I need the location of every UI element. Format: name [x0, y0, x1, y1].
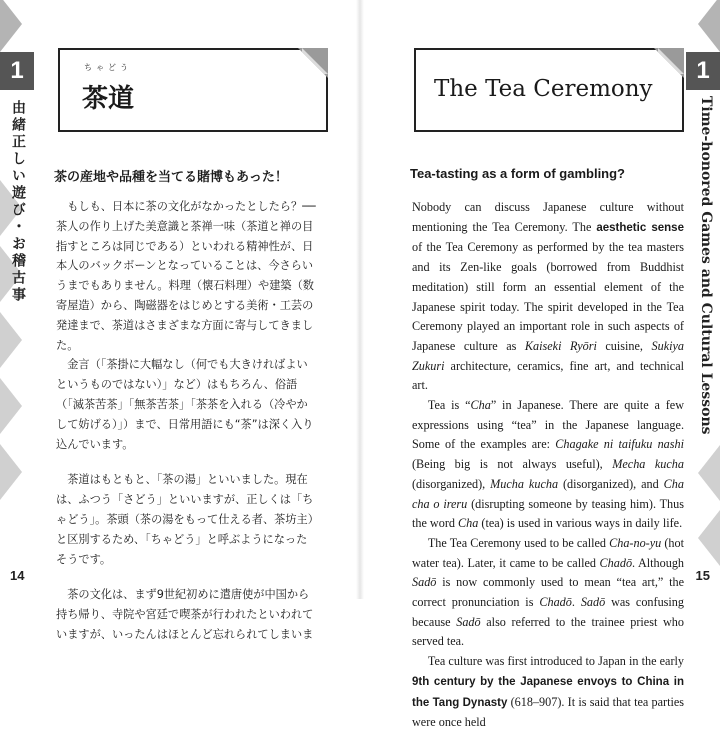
left-side-tabs: [0, 0, 34, 599]
side-tab-triangle: [698, 0, 720, 52]
heading-ruby: ちゃどう: [84, 63, 132, 72]
page-number: 15: [695, 568, 710, 583]
side-tab-triangle: [0, 444, 22, 500]
heading-box: [58, 48, 328, 132]
chapter-number-tab: 1: [686, 52, 720, 90]
chapter-title-vertical: 由緒正しい遊び・お稽古事: [10, 100, 26, 304]
side-tab-triangle: [698, 445, 720, 501]
paragraph: 茶の文化は、まず9世紀初めに遣唐使が中国から持ち帰り、寺院や宮廷で喫茶が行われたといわれていますが、いったんはほとんど忘れられてしまいま: [56, 588, 314, 641]
paragraph: 茶道はもともと、「茶の湯」といいました。現在は、ふつう「さどう」といいますが、正しくは「ちゃどう」。茶頭（茶の湯をもって仕える者、茶坊主）と区別するため、「ちゃどう」と呼ぶようになったそうです。: [56, 473, 314, 566]
page-fold-corner: [298, 48, 328, 78]
side-tab-triangle: [0, 0, 22, 52]
paragraph: Nobody can discuss Japanese culture without mentioning the Tea Ceremony. The aesthetic sense of the Tea Ceremony as performed by the tea masters and its Zen-like goals (borrowed from Buddhist meditation) still form an essential element of the Japanese spirit today. The spirit developed in the Tea Ceremony played an important role in such aspects of Japanese culture as Kaiseki Ryōri cuisine, Sukiya Zukuri architecture, ceramics, fine art, and technical art.: [412, 200, 684, 393]
paragraph: The Tea Ceremony used to be called Cha-no-yu (hot water tea). Later, it came to be called Chadō. Although Sadō is now commonly used to mean “tea art,” the correct pronunciation is Chadō. Sadō was confusing because Sadō also referred to the trainee priest who served tea.: [412, 535, 685, 649]
page-gutter: [356, 0, 364, 599]
side-tab-triangle: [0, 378, 22, 434]
chapter-title-vertical: Time-honored Games and Cultural Lessons: [698, 96, 714, 435]
heading-box: [414, 48, 684, 132]
page-number: 14: [10, 568, 25, 583]
page-title: The Tea Ceremony: [434, 76, 653, 102]
paragraph: もしも、日本に茶の文化がなかったとしたら？──茶人の作り上げた美意識と茶禅一味（茶道と禅の目指すところは同じである）といわれる精神性が、日本人のバックボーンとなっていることは、今さらいうまでもありません。料理（懐石料理）や建築（数寄屋造）から、陶磁器をはじめとする美術・工芸の発達まで、茶道はさまざまな方面に寄与してきました。: [56, 200, 316, 352]
right-side-tabs: [686, 0, 720, 599]
paragraph: Tea culture was first introduced to Japan in the early 9th century by the Japanese envoys to China in the Tang Dynasty (618–907). It is said that tea parties were once held: [412, 654, 684, 730]
side-tab-triangle: [0, 312, 22, 368]
paragraph: Tea is “Cha” in Japanese. There are quite a few expressions using “tea” in the Japanese language. Some of the examples are: Chagake ni taifuku nashi (Being big is not always useful), Mecha kucha (disorganized), Mucha kucha (disorganized), and Cha cha o ireru (disrupting someone by teasing him). Thus the word Cha (tea) is used in various ways in daily life.: [412, 398, 685, 531]
page-fold-corner: [654, 48, 684, 78]
section-subheading: 茶の産地や品種を当てる賭博もあった！: [54, 170, 288, 185]
chapter-number-tab: 1: [0, 52, 34, 90]
body-text-japanese: [56, 197, 318, 645]
paragraph: 金言（「茶掛に大幅なし（何でも大きければよいというものではない）」など）はもちろん、俗語（「滅茶苦茶」「無茶苦茶」「茶茶を入れる（冷やかして妨げる）」）まで、日常用語にも“茶”は深く入り込んでいます。: [56, 358, 314, 451]
page-title: 茶道: [82, 84, 135, 114]
bold-term: aesthetic sense: [596, 221, 684, 234]
bold-term: 9th century by the Japanese envoys to China in the Tang Dynasty: [412, 675, 684, 709]
side-tab-triangle: [698, 510, 720, 566]
body-text-english: [412, 198, 684, 733]
section-subheading: Tea-tasting as a form of gambling?: [410, 166, 626, 181]
